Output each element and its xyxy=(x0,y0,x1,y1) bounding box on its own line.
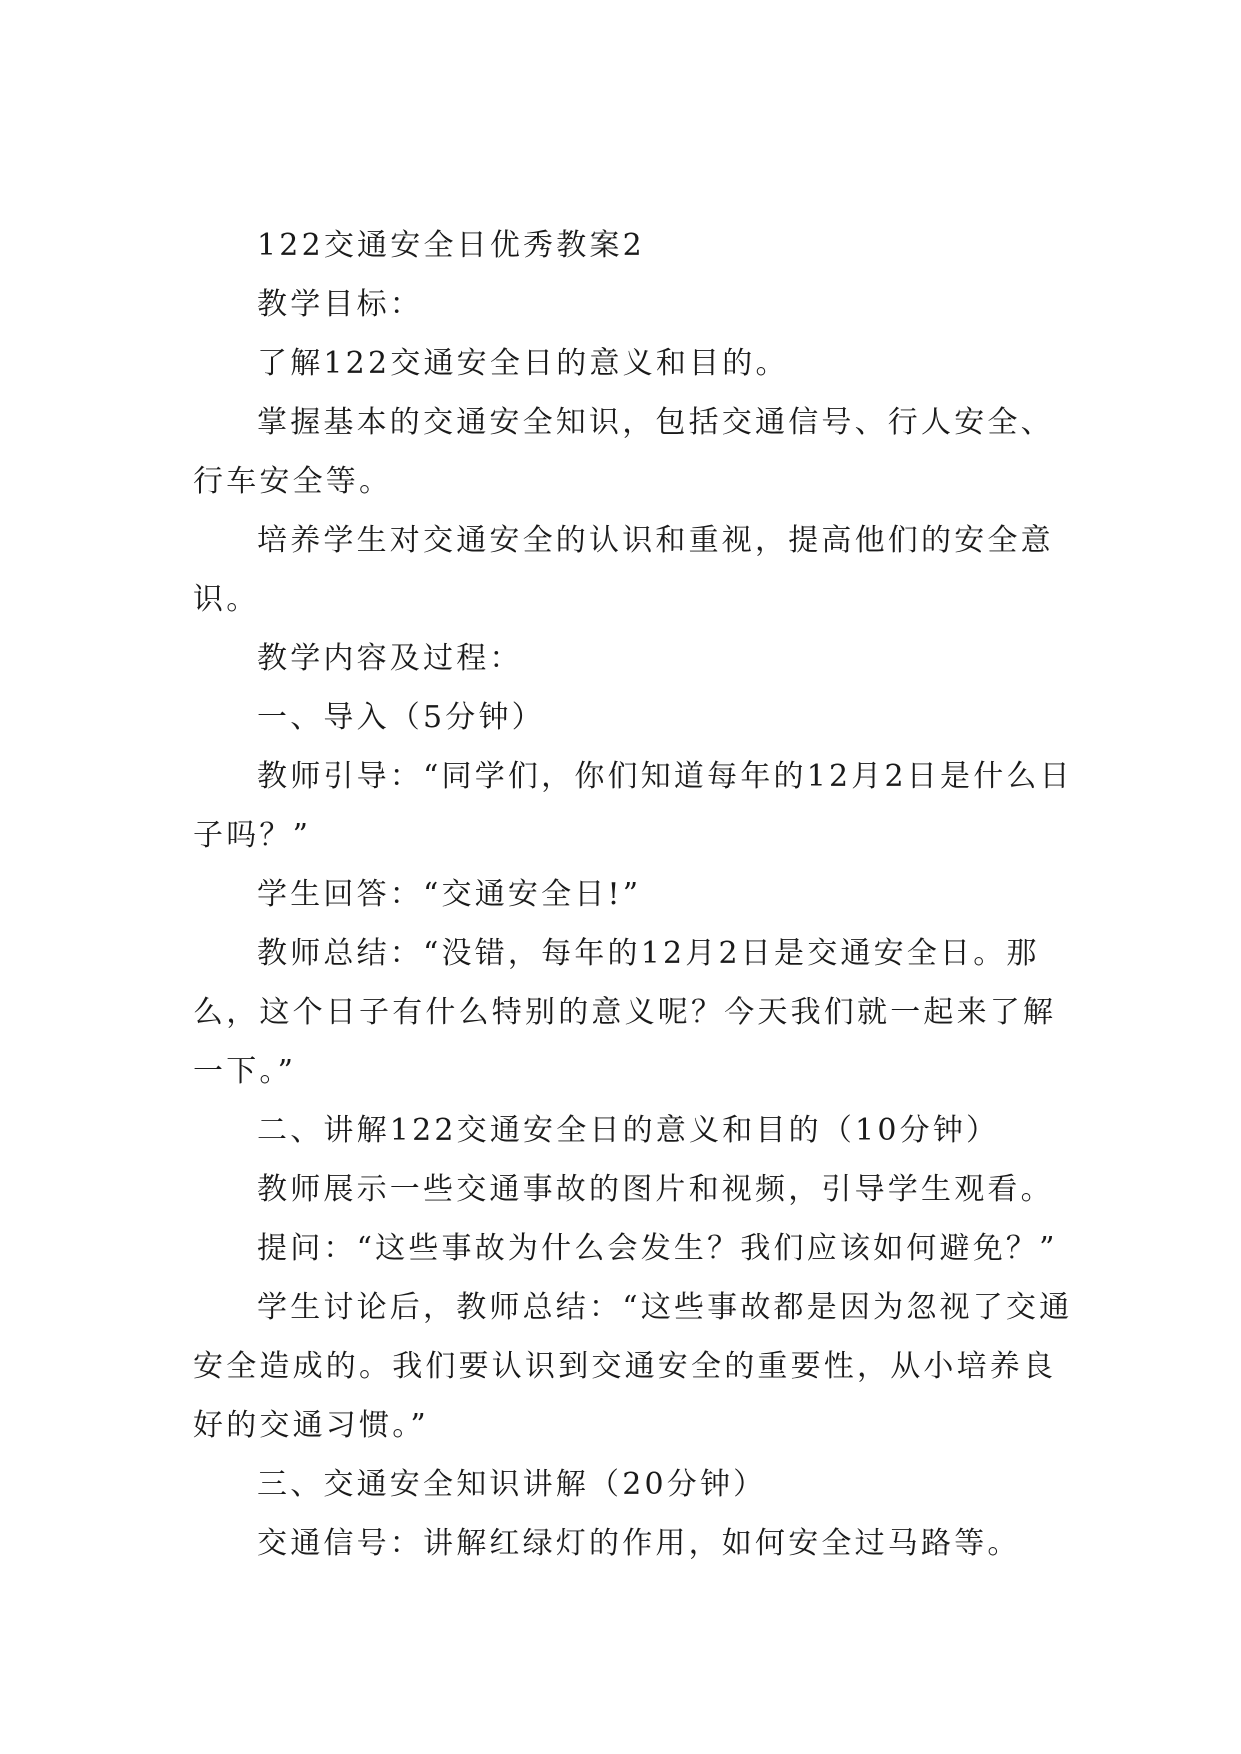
paragraph: 教师总结：“没错，每年的12月2日是交通安全日。那么，这个日子有什么特别的意义呢？今天我们就一起来了解一下。” xyxy=(193,936,1057,1089)
step-heading-knowledge: 三、交通安全知识讲解（20分钟） xyxy=(257,1467,767,1502)
section-heading-content: 教学内容及过程： xyxy=(257,641,523,676)
paragraph: 教师引导：“同学们，你们知道每年的12月2日是什么日子吗？” xyxy=(193,759,1073,853)
section-heading-objectives: 教学目标： xyxy=(257,287,423,322)
paragraph: 提问：“这些事故为什么会发生？我们应该如何避免？” xyxy=(257,1231,1058,1266)
paragraph: 教师展示一些交通事故的图片和视频，引导学生观看。 xyxy=(257,1172,1054,1207)
objective-item: 培养学生对交通安全的认识和重视，提高他们的安全意识。 xyxy=(193,523,1054,617)
step-heading-meaning: 二、讲解122交通安全日的意义和目的（10分钟） xyxy=(257,1113,1000,1148)
objective-item: 掌握基本的交通安全知识，包括交通信号、行人安全、行车安全等。 xyxy=(193,405,1054,499)
paragraph: 学生回答：“交通安全日!” xyxy=(257,877,642,912)
paragraph: 交通信号：讲解红绿灯的作用，如何安全过马路等。 xyxy=(257,1526,1021,1561)
paragraph: 学生讨论后，教师总结：“这些事故都是因为忽视了交通安全造成的。我们要认识到交通安全的重要性，从小培养良好的交通习惯。” xyxy=(193,1290,1073,1443)
step-heading-intro: 一、导入（5分钟） xyxy=(257,700,545,735)
document-title: 122交通安全日优秀教案2 xyxy=(257,228,645,263)
objective-item: 了解122交通安全日的意义和目的。 xyxy=(257,346,789,381)
document-body xyxy=(193,216,1073,1573)
